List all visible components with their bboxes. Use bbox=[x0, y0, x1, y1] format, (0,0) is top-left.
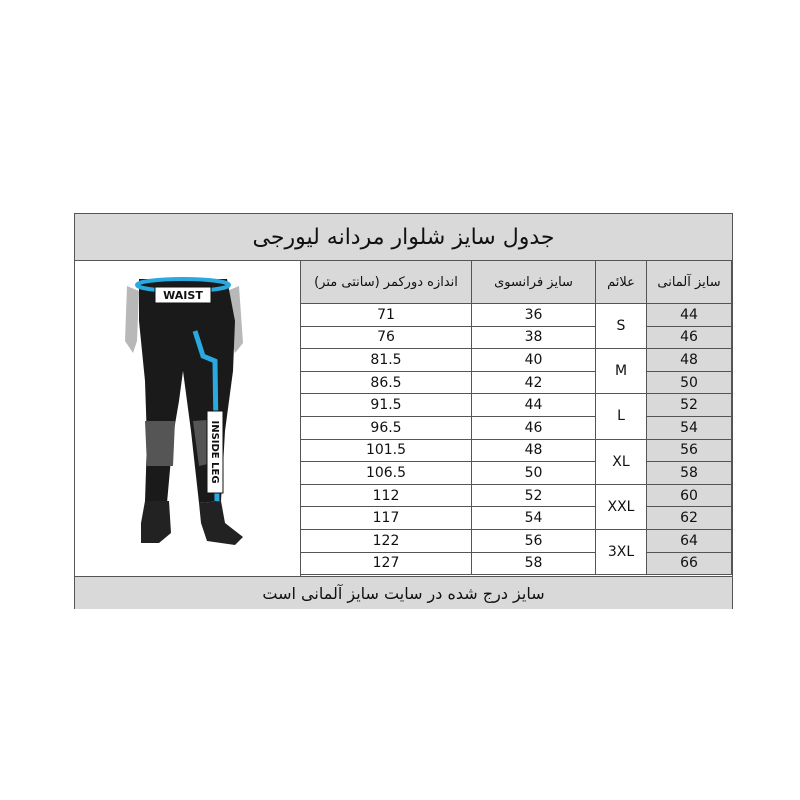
left-knee-patch bbox=[145, 421, 175, 466]
french-size-cell: 54 bbox=[472, 507, 596, 530]
waist-cell: 91.5 bbox=[301, 394, 472, 417]
chart-footer-note: سایز درج شده در سایت سایز آلمانی است bbox=[75, 576, 732, 609]
french-size-cell: 56 bbox=[472, 530, 596, 553]
french-size-cell: 38 bbox=[472, 327, 596, 350]
header-german: سایز آلمانی bbox=[647, 261, 732, 304]
left-boot bbox=[141, 501, 171, 543]
german-size-cell: 46 bbox=[647, 327, 732, 350]
waist-cell: 106.5 bbox=[301, 462, 472, 485]
french-size-cell: 46 bbox=[472, 417, 596, 440]
sign-cell: S bbox=[596, 304, 647, 349]
french-size-cell: 58 bbox=[472, 553, 596, 576]
german-size-cell: 56 bbox=[647, 440, 732, 463]
size-table bbox=[301, 261, 732, 576]
sign-cell: L bbox=[596, 394, 647, 439]
pants-figure-cell bbox=[75, 261, 301, 576]
waist-cell: 96.5 bbox=[301, 417, 472, 440]
german-size-cell: 66 bbox=[647, 553, 732, 576]
sign-cell: XL bbox=[596, 440, 647, 485]
german-size-cell: 54 bbox=[647, 417, 732, 440]
french-size-cell: 42 bbox=[472, 372, 596, 395]
german-size-cell: 60 bbox=[647, 485, 732, 508]
french-size-cell: 36 bbox=[472, 304, 596, 327]
chart-title: جدول سایز شلوار مردانه لیورجی bbox=[75, 214, 732, 261]
french-size-cell: 40 bbox=[472, 349, 596, 372]
waist-cell: 71 bbox=[301, 304, 472, 327]
french-size-cell: 52 bbox=[472, 485, 596, 508]
header-sign: علائم bbox=[596, 261, 647, 304]
sign-cell: M bbox=[596, 349, 647, 394]
pants-illustration bbox=[75, 261, 301, 576]
waist-cell: 112 bbox=[301, 485, 472, 508]
header-french: سایز فرانسوی bbox=[472, 261, 596, 304]
french-size-cell: 48 bbox=[472, 440, 596, 463]
header-waist: اندازه دورکمر (سانتی متر) bbox=[301, 261, 472, 304]
waist-label: WAIST bbox=[163, 289, 203, 302]
left-hand bbox=[125, 286, 139, 353]
inside-leg-label: INSIDE LEG bbox=[209, 420, 220, 484]
waist-cell: 76 bbox=[301, 327, 472, 350]
german-size-cell: 48 bbox=[647, 349, 732, 372]
sign-cell: 3XL bbox=[596, 530, 647, 575]
german-size-cell: 58 bbox=[647, 462, 732, 485]
size-chart bbox=[74, 213, 733, 609]
german-size-cell: 44 bbox=[647, 304, 732, 327]
german-size-cell: 50 bbox=[647, 372, 732, 395]
waist-cell: 117 bbox=[301, 507, 472, 530]
waist-cell: 122 bbox=[301, 530, 472, 553]
french-size-cell: 44 bbox=[472, 394, 596, 417]
sign-cell: XXL bbox=[596, 485, 647, 530]
waist-cell: 86.5 bbox=[301, 372, 472, 395]
waist-cell: 127 bbox=[301, 553, 472, 576]
german-size-cell: 62 bbox=[647, 507, 732, 530]
french-size-cell: 50 bbox=[472, 462, 596, 485]
waist-cell: 81.5 bbox=[301, 349, 472, 372]
waist-cell: 101.5 bbox=[301, 440, 472, 463]
right-boot bbox=[199, 501, 243, 545]
german-size-cell: 64 bbox=[647, 530, 732, 553]
german-size-cell: 52 bbox=[647, 394, 732, 417]
